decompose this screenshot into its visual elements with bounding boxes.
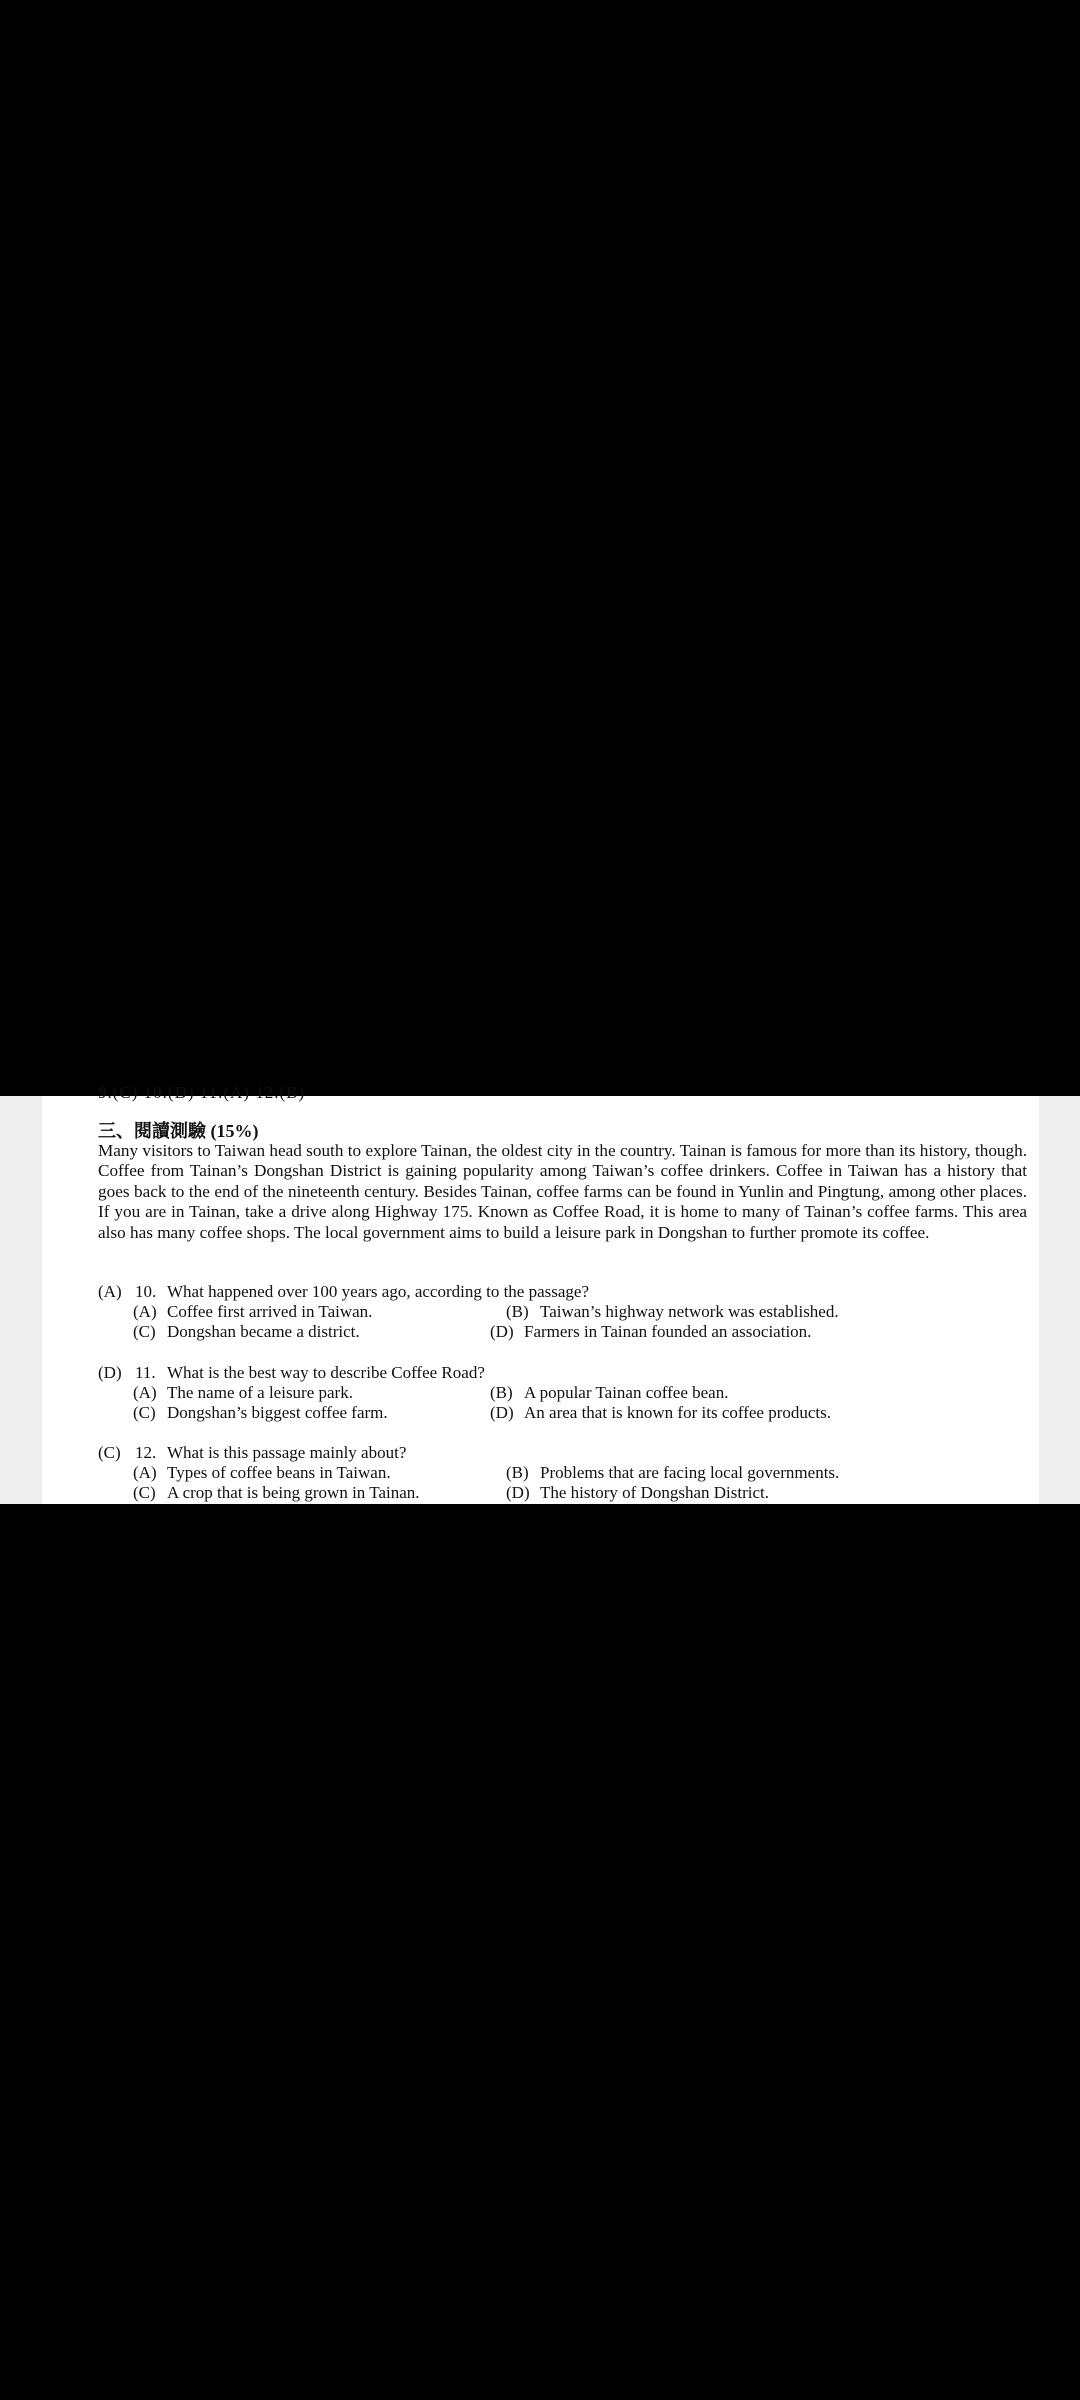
question-stem	[98, 1443, 1018, 1463]
option-text: Types of coffee beans in Taiwan.	[167, 1463, 391, 1482]
question-12	[98, 1443, 1018, 1503]
option-a	[133, 1463, 391, 1483]
reading-passage: Many visitors to Taiwan head south to explore Tainan, the oldest city in the country. Tainan is famous for more than its history, though. Coffee from Tainan’s Dongshan District is gaining popularity among Taiwan’s coffee drinkers. Coffee in Taiwan has a history that goes back to the end of the nineteenth century. Besides Tainan, coffee farms can be found in Yunlin and Pingtung, among other places. If you are in Tainan, take a drive along Highway 175. Known as Coffee Road, it is home to many of Tainan’s coffee farms. This area also has many coffee shops. The local government aims to build a leisure park in Dongshan to further promote its coffee.	[98, 1141, 1027, 1242]
question-number: 11.	[135, 1363, 156, 1382]
option-text: Coffee first arrived in Taiwan.	[167, 1302, 373, 1321]
option-label: (A)	[133, 1463, 157, 1482]
option-text: A popular Tainan coffee bean.	[524, 1383, 729, 1402]
option-label: (D)	[490, 1403, 514, 1422]
option-d	[490, 1403, 831, 1423]
option-label: (C)	[133, 1403, 156, 1422]
option-text: The name of a leisure park.	[167, 1383, 353, 1402]
section-title: 三、閱讀測驗 (15%)	[98, 1121, 259, 1141]
answer-key: (A)	[98, 1282, 122, 1301]
option-label: (B)	[506, 1302, 529, 1321]
question-number: 12.	[135, 1443, 157, 1462]
option-text: An area that is known for its coffee products.	[524, 1403, 832, 1422]
option-label: (D)	[506, 1483, 530, 1502]
option-d	[490, 1322, 811, 1342]
question-11	[98, 1363, 1018, 1423]
option-label: (B)	[490, 1383, 513, 1402]
question-text: What happened over 100 years ago, according to the passage?	[167, 1282, 589, 1301]
option-text: Dongshan became a district.	[167, 1322, 360, 1341]
answer-key: (D)	[98, 1363, 122, 1382]
option-a	[133, 1383, 353, 1403]
question-stem	[98, 1282, 1018, 1302]
option-c	[133, 1483, 420, 1503]
answer-key: (C)	[98, 1443, 121, 1462]
option-row	[98, 1322, 1018, 1342]
option-text: Farmers in Tainan founded an association.	[524, 1322, 812, 1341]
option-text: The history of Dongshan District.	[540, 1483, 769, 1502]
option-row	[98, 1302, 1018, 1322]
cut-off-answer-line: 9.(C) 10.(D) 11.(A) 12.(B)	[98, 1083, 306, 1102]
option-row	[98, 1383, 1018, 1403]
option-b	[506, 1302, 839, 1322]
option-label: (A)	[133, 1302, 157, 1321]
document-viewer[interactable]	[0, 1083, 1080, 1504]
option-text: Taiwan’s highway network was established.	[540, 1302, 839, 1321]
option-text: A crop that is being grown in Tainan.	[167, 1483, 420, 1502]
option-label: (D)	[490, 1322, 514, 1341]
question-10	[98, 1282, 1018, 1342]
option-text: Dongshan’s biggest coffee farm.	[167, 1403, 388, 1422]
question-text: What is this passage mainly about?	[167, 1443, 407, 1462]
document-page	[42, 1083, 1039, 1504]
option-a	[133, 1302, 372, 1322]
option-row	[98, 1463, 1018, 1483]
option-b	[506, 1463, 839, 1483]
option-text: Problems that are facing local governments.	[540, 1463, 840, 1482]
option-d	[506, 1483, 769, 1503]
option-b	[490, 1383, 728, 1403]
option-row	[98, 1403, 1018, 1423]
option-label: (C)	[133, 1322, 156, 1341]
question-text: What is the best way to describe Coffee Road?	[167, 1363, 485, 1382]
option-label: (C)	[133, 1483, 156, 1502]
option-c	[133, 1322, 360, 1342]
option-row	[98, 1483, 1018, 1503]
option-label: (A)	[133, 1383, 157, 1402]
option-label: (B)	[506, 1463, 529, 1482]
question-number: 10.	[135, 1282, 157, 1301]
option-c	[133, 1403, 388, 1423]
question-stem	[98, 1363, 1018, 1383]
